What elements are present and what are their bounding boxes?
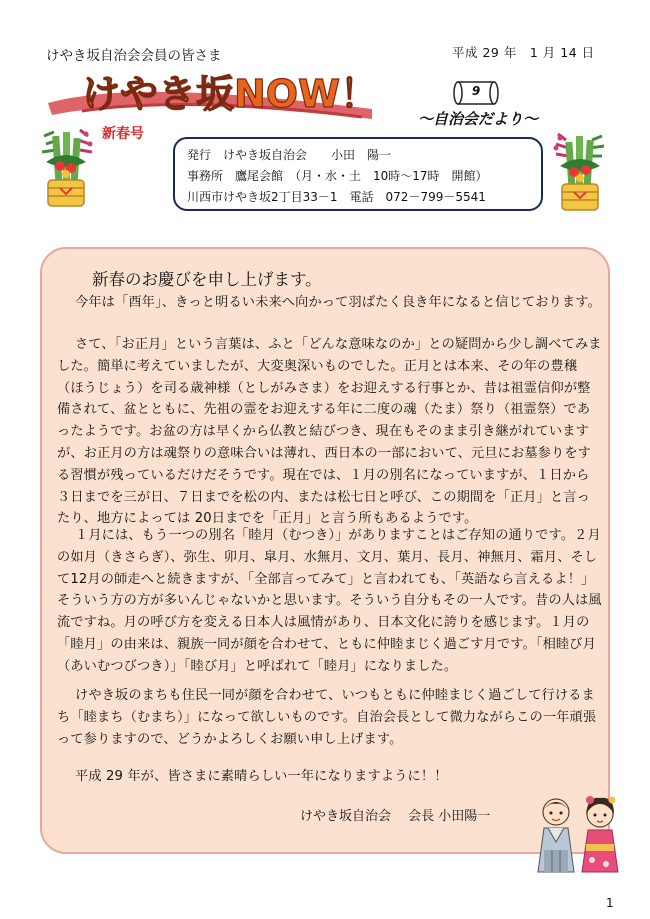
issue-number-scroll [452, 78, 500, 108]
greeting-text: けやき坂自治会会員の皆さま [46, 48, 222, 64]
newsletter-title [42, 63, 432, 125]
article-paragraph: さて、「お正月」という言葉は、ふと「どんな意味なのか」との疑問から少し調べてみました。簡単に考えていましたが、大変奥深いものでした。正月とは本来、その年の豊穣（ほうじょう）を司る歳神様（としがみさま）をお迎えする行事とか、昔は祖霊信仰が整備されて、盆とともに、先祖の霊をお迎えする年に二度の魂（たま）祭り（祖霊祭）であったようです。お盆の方は早くから仏教と結びつき、現在もそのまま引き継がれていますが、お正月の方は魂祭りの意味合いは薄れ、西日本の一部において、元旦にお墓参りをする習慣が残っているだけだそうです。現在では、１月の別名になっていますが、１日から３日までを三が日、７日までを松の内、または松七日と呼び、この期間を「正月」と言ったり、地方によっては 20日までを「正月」と言う所もあるようです。 [57, 337, 602, 527]
edition-label: 新春号 [102, 126, 144, 142]
kadomatsu-icon [36, 122, 96, 218]
publisher-line: 発行 けやき坂自治会 小田 陽一 [187, 148, 392, 162]
issue-number: 9 [471, 84, 481, 98]
publisher-info-box [173, 137, 543, 211]
subtitle: ～自治会だより～ [418, 110, 539, 128]
office-hours-line: 事務所 鷹尾会館 （月・水・土 10時～17時 開館） [187, 169, 488, 183]
address-phone-line: 川西市けやき坂2丁目33－1 電話 072－799－5541 [187, 190, 486, 204]
signature: けやき坂自治会 会長 小田陽一 [300, 809, 491, 824]
kadomatsu-icon [550, 126, 610, 222]
article-paragraph: 平成 29 年が、皆さまに素晴らしい一年になりますように！！ [75, 769, 448, 784]
title-brush-graphic [42, 63, 432, 125]
kids-kimono-icon [526, 792, 630, 878]
article-paragraph: けやき坂のまちも住民一同が顔を合わせて、いつもともに仲睦まじく過ごして行けるまち「睦まち（むまち）」になって欲しいものです。自治会長として微力ながらこの一年頑張って参りますので、どうかよろしくお願い申し上げます。 [57, 688, 597, 747]
issue-date: 平成 29 年 1 月 14 日 [452, 45, 595, 60]
article-heading: 新春のお慶びを申し上げます。 [92, 270, 322, 289]
title-text: けやき坂NOW！ [82, 72, 379, 116]
article-paragraph: 今年は「酉年」、きっと明るい未来へ向かって羽ばたく良き年になると信じております。 [75, 295, 601, 310]
article-paragraph: １月には、もう一つの別名「睦月（むつき）」がありますことはご存知の通りです。２月の如月（きさらぎ）、弥生、卯月、皐月、水無月、文月、葉月、長月、神無月、霜月、そして12月の師走へと続きますが、「全部言ってみて」と言われても、「英語なら言えるよ！」そういう方の方が多いんじゃないかと思います。そういう自分もその一人です。昔の人は風流ですね。月の呼び方を変える日本人は風情があり、日本文化に誇りを感じます。１月の「睦月」の由来は、親族一同が顔を合わせて、ともに仲睦まじく過ごす月です。「相睦び月（あいむつびつき）」「睦び月」と呼ばれて「睦月」になりました。 [57, 528, 602, 674]
page-number: 1 [606, 896, 614, 910]
